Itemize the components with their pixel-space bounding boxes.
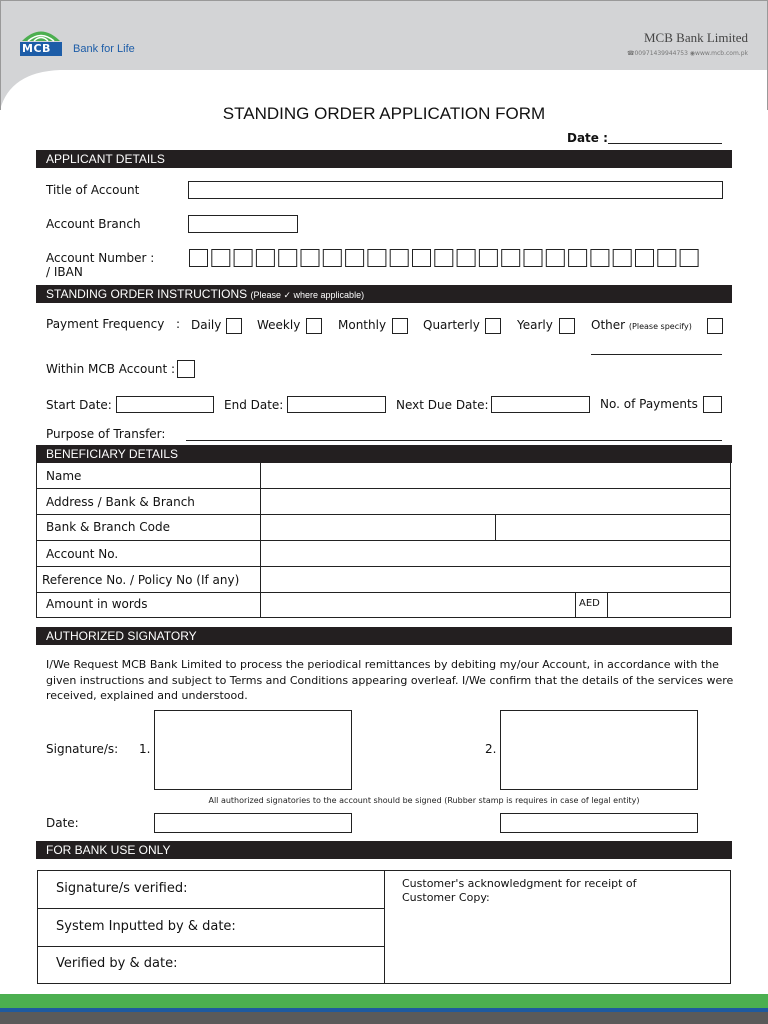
- bank-use-column-divider: [384, 871, 385, 983]
- beneficiary-header: BENEFICIARY DETAILS: [36, 445, 732, 463]
- signature-verified-label: Signature/s verified:: [56, 881, 188, 896]
- signature-2-number: 2.: [485, 742, 497, 756]
- quarterly-label: Quarterly: [423, 318, 480, 332]
- next-due-date-input[interactable]: [491, 396, 590, 413]
- bank-use-table: [37, 870, 731, 984]
- no-of-payments-input[interactable]: [703, 396, 722, 413]
- yearly-label: Yearly: [517, 318, 553, 332]
- instructions-note: (Please ✓ where applicable): [250, 290, 365, 300]
- bank-use-header: FOR BANK USE ONLY: [36, 841, 732, 859]
- purpose-label: Purpose of Transfer:: [46, 427, 166, 441]
- weekly-checkbox[interactable]: [306, 318, 322, 334]
- signatory-header: AUTHORIZED SIGNATORY: [36, 627, 732, 645]
- monthly-checkbox[interactable]: [392, 318, 408, 334]
- other-specify-field[interactable]: [591, 354, 722, 355]
- beneficiary-bank-code-label: Bank & Branch Code: [46, 520, 170, 534]
- aed-split-left: [575, 592, 576, 617]
- start-date-label: Start Date:: [46, 398, 112, 412]
- account-number-label: Account Number :: [46, 251, 155, 265]
- signature-1-box[interactable]: [154, 710, 352, 790]
- next-due-date-label: Next Due Date:: [396, 398, 489, 412]
- end-date-input[interactable]: [287, 396, 386, 413]
- beneficiary-name-input[interactable]: [261, 464, 730, 488]
- account-branch-input[interactable]: [188, 215, 298, 233]
- signatory-date-1-input[interactable]: [154, 813, 352, 833]
- logo-text: MCB: [22, 42, 51, 55]
- date-field[interactable]: [608, 143, 722, 144]
- beneficiary-account-input[interactable]: [261, 541, 730, 566]
- verified-by-label: Verified by & date:: [56, 956, 178, 971]
- start-date-input[interactable]: [116, 396, 214, 413]
- title-of-account-label: Title of Account: [46, 183, 140, 197]
- account-branch-label: Account Branch: [46, 217, 141, 231]
- other-text: Other: [591, 318, 626, 332]
- beneficiary-amount-aed-input[interactable]: [608, 593, 730, 617]
- beneficiary-address-input[interactable]: [261, 489, 730, 514]
- bank-use-row-divider: [38, 908, 384, 909]
- signatures-label: Signature/s:: [46, 742, 119, 756]
- beneficiary-account-label: Account No.: [46, 547, 119, 561]
- signatory-note: All authorized signatories to the account should be signed (Rubber stamp is requires in case of legal entity): [208, 796, 640, 805]
- other-note: (Please specify): [628, 322, 692, 331]
- signature-1-number: 1.: [139, 742, 151, 756]
- instructions-title: STANDING ORDER INSTRUCTIONS: [46, 287, 248, 301]
- bank-name: MCB Bank Limited: [644, 30, 748, 45]
- beneficiary-amount-label: Amount in words: [46, 597, 148, 611]
- title-of-account-input[interactable]: [188, 181, 723, 199]
- no-of-payments-label: No. of Payments: [600, 397, 698, 411]
- beneficiary-amount-words-input[interactable]: [261, 593, 575, 617]
- contact-info: ☎00971439944753 ◉www.mcb.com.pk: [626, 50, 748, 57]
- date-label: Date :: [567, 131, 608, 145]
- signatory-date-label: Date:: [46, 816, 79, 830]
- currency-label: AED: [579, 598, 600, 609]
- other-checkbox[interactable]: [707, 318, 723, 334]
- tagline: Bank for Life: [73, 43, 135, 55]
- signatory-declaration: I/We Request MCB Bank Limited to process the periodical remittances by debiting my/our Account, in accordance with the given instructions and subject to Terms and Conditions appearing overleaf. I/We confirm that the details of the services were received, explained and understood.: [46, 658, 734, 702]
- monthly-label: Monthly: [338, 318, 387, 332]
- signatory-date-2-input[interactable]: [500, 813, 698, 833]
- payment-frequency-label: Payment Frequency: [46, 317, 165, 331]
- within-mcb-label: Within MCB Account :: [46, 362, 176, 376]
- beneficiary-reference-label: Reference No. / Policy No (If any): [42, 573, 240, 587]
- applicant-details-header: APPLICANT DETAILS: [36, 150, 732, 168]
- yearly-checkbox[interactable]: [559, 318, 575, 334]
- account-number-digit-grid[interactable]: [188, 249, 703, 267]
- bank-use-row-divider: [38, 946, 384, 947]
- end-date-label: End Date:: [224, 398, 284, 412]
- beneficiary-reference-input[interactable]: [261, 567, 730, 592]
- iban-label: / IBAN: [46, 265, 83, 279]
- beneficiary-bank-code-input-2[interactable]: [496, 515, 730, 540]
- beneficiary-name-label: Name: [46, 469, 82, 483]
- quarterly-checkbox[interactable]: [485, 318, 501, 334]
- footer-green-stripe: [0, 994, 768, 1008]
- daily-checkbox[interactable]: [226, 318, 242, 334]
- other-label: [591, 318, 692, 332]
- beneficiary-bank-code-input[interactable]: [261, 515, 495, 540]
- footer-gray-stripe: [0, 1012, 768, 1024]
- customer-acknowledgment-label: Customer's acknowledgment for receipt of Customer Copy:: [402, 877, 637, 904]
- payment-frequency-colon: :: [176, 317, 181, 331]
- weekly-label: Weekly: [257, 318, 301, 332]
- page-title: STANDING ORDER APPLICATION FORM: [222, 104, 546, 123]
- account-number-boxes[interactable]: [188, 249, 703, 267]
- purpose-field[interactable]: [186, 440, 722, 441]
- system-inputted-label: System Inputted by & date:: [56, 919, 236, 934]
- signature-2-box[interactable]: [500, 710, 698, 790]
- beneficiary-address-label: Address / Bank & Branch: [46, 495, 195, 509]
- daily-label: Daily: [191, 318, 222, 332]
- instructions-header: [36, 285, 732, 303]
- mcb-logo-icon: [20, 24, 62, 42]
- within-mcb-checkbox[interactable]: [177, 360, 195, 378]
- beneficiary-table: [36, 463, 731, 618]
